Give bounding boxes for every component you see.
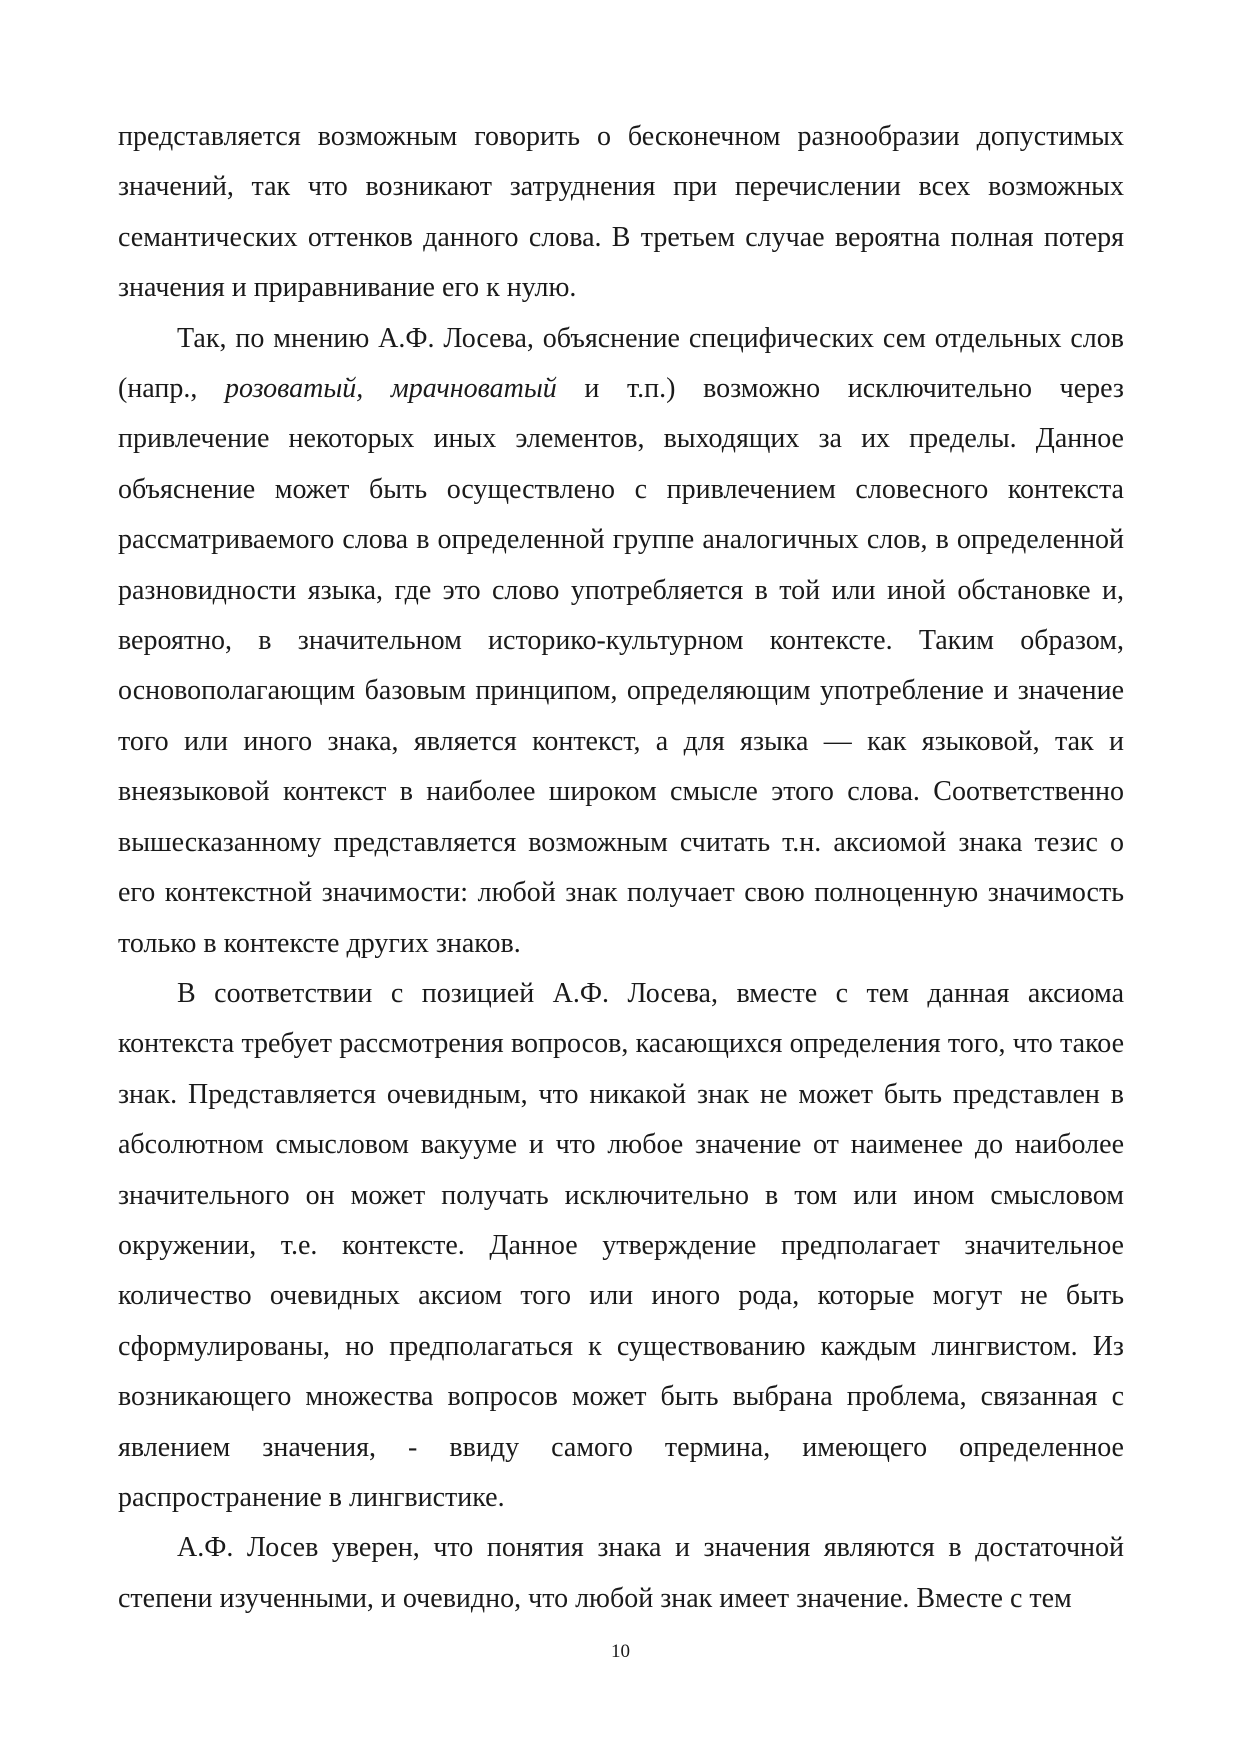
body-text [118, 112, 1124, 1624]
paragraph-2-text-start: Так, по мнению А.Ф. Лосева, объяснение специфических сем отдельных слов (напр., [118, 322, 1124, 405]
paragraph-4: А.Ф. Лосев уверен, что понятия знака и значения являются в достаточной степени изученными, и очевидно, что любой знак имеет значение. Вместе с тем [118, 1532, 1124, 1614]
paragraph-1: представляется возможным говорить о бесконечном разнообразии допустимых значений, так что возникают затруднения при перечислении всех возможных семантических оттенков данного слова. В третьем случае вероятна полная потеря значения и приравнивание его к нулю. [118, 121, 1124, 304]
paragraph-2 [118, 314, 1124, 969]
paragraph-2-text-end: и т.п.) возможно исключительно через привлечение некоторых иных элементов, выходящих за их пределы. Данное объяснение может быть осуществлено с привлечением словесного контекста рассматриваемого слова в определенной группе аналогичных слов, в определенной разновидности языка, где это слово употребляется в той или иной обстановке и, вероятно, в значительном историко-культурном контексте. Таким образом, основополагающим базовым принципом, определяющим употребление и значение того или иного знака, является контекст, а для языка — как языковой, так и внеязыковой контекст в наиболее широком смысле этого слова. Соответственно вышесказанному представляется возможным считать т.н. аксиомой знака тезис о его контекстной значимости: любой знак получает свою полноценную значимость только в контексте других знаков. [118, 373, 1124, 959]
paragraph-3: В соответствии с позицией А.Ф. Лосева, вместе с тем данная аксиома контекста требует рассмотрения вопросов, касающихся определения того, что такое знак. Представляется очевидным, что никакой знак не может быть представлен в абсолютном смысловом вакууме и что любое значение от наименее до наиболее значительного он может получать исключительно в том или ином смысловом окружении, т.е. контексте. Данное утверждение предполагает значительное количество очевидных аксиом того или иного рода, которые могут не быть сформулированы, но предполагаться к существованию каждым лингвистом. Из возникающего множества вопросов может быть выбрана проблема, связанная с явлением значения, - ввиду самого термина, имеющего определенное распространение в лингвистике. [118, 977, 1124, 1513]
page-number: 10 [611, 1641, 630, 1662]
paragraph-2-italic-examples: розоватый, мрачноватый [224, 373, 557, 405]
